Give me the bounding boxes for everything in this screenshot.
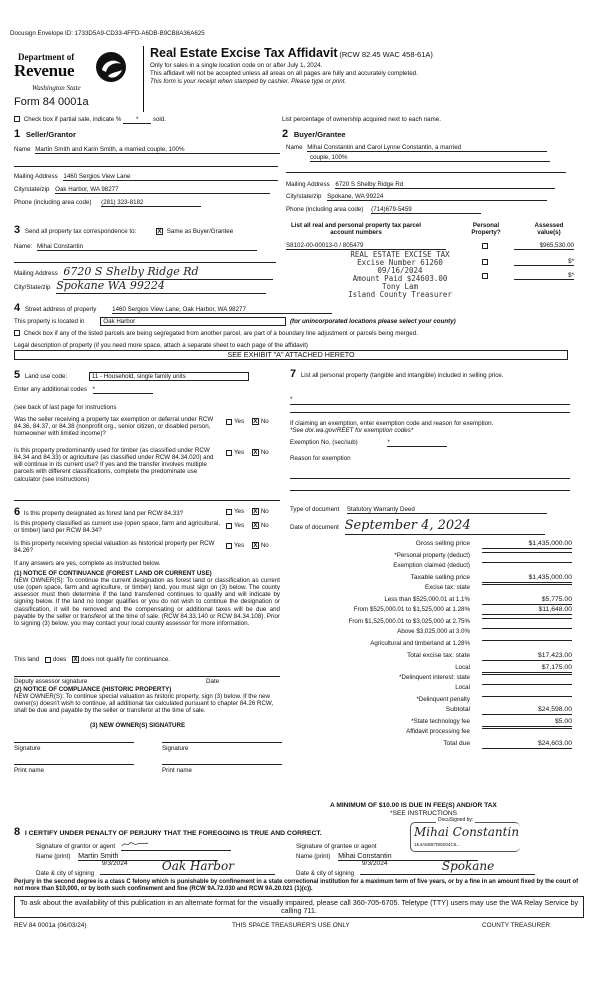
field-label: Mailing Address [14,173,58,180]
segregation-checkbox[interactable] [14,330,20,336]
exemption-number[interactable]: * [387,439,447,447]
field-label: Mailing Address [286,181,330,188]
seller-mailing[interactable]: 1460 Sergios View Lane [63,173,278,181]
dor-logo: Department of Revenue Washington State [12,44,132,112]
tax-row-label: *Delinquent penalty [416,696,470,703]
section-number: 5 [14,369,21,381]
tax-row-value[interactable] [482,618,572,619]
exemption-note: If claiming an exemption, enter exemption code and reason for exemption. [290,420,494,427]
tax-row-label: Local [455,684,470,691]
no-checkbox[interactable]: X [253,450,258,456]
print-name-line[interactable] [162,764,282,765]
personal-checkbox[interactable] [482,259,488,265]
yes-label: Yes [234,449,245,457]
field-label: Date & city of signing [36,870,95,877]
does-not-checkbox[interactable]: X [73,657,78,663]
grantor-date-city[interactable] [100,859,275,875]
personal-col-header: Personal Property? [471,222,501,237]
yes-checkbox[interactable] [226,450,232,456]
rule [290,404,570,405]
tax-row-value[interactable] [482,628,572,629]
rule [290,478,570,479]
rule [286,172,566,173]
field-label: City/State/zip [14,284,51,291]
no-checkbox[interactable]: X [253,543,258,549]
ownership-note: List percentage of ownership acquired next to each name. [282,116,441,123]
buyer-name[interactable]: Mihai Constantin and Carol Lynne Constantin, a married [307,144,547,152]
seller-city[interactable]: Oak Harbor, WA 98277 [55,186,270,194]
form-number: Form 84 0001a [14,96,89,108]
signature-label: Signature [162,745,189,752]
legal-description[interactable]: SEE EXHIBIT "A" ATTACHED HERETO [14,350,568,360]
field-label: Enter any additional codes [14,386,87,393]
grantor-signature[interactable] [121,840,231,851]
tax-row-label: *Delinquent interest: state [399,674,470,681]
section-number: 7 [290,368,297,380]
buyer-heading: Buyer/Grantee [293,130,346,139]
field-label: Phone (including area code) [286,206,364,213]
assessed-value[interactable]: $965,530.00 [514,242,574,250]
tax-row-label: Less than $525,000.01 at 1.1% [384,596,470,603]
field-label: Phone (including area code) [14,199,92,206]
notice-continuance-body: NEW OWNER(S): To continue the current designation as forest land or classification as current use (open space, farm and agriculture, or timber) land, you must sign on (3) below. The county assessor must then determine if the land transferred continues to qualify and will indicate by signing below. If the land no longer qualifies or you do not wish to continue the designation or classification, it will be removed and the compensating or additional taxes will be due and payable by the seller or transferor at the time of sale. (RCW 84.33.140 or RCW 84.34.108). Prior to signing (3) below, you may contact your local county assessor for more information. [14,577,280,627]
correspondence-city[interactable]: Spokane WA 99224 [56,280,266,294]
tax-row-value[interactable]: $5.00 [482,718,572,727]
same-as-buyer-label: Same as Buyer/Grantee [166,228,234,235]
field-label: Name [286,144,303,151]
buyer-name-cont[interactable]: couple, 100% [310,154,550,162]
tax-row-value[interactable]: $1,435,000.00 [482,574,572,583]
field-label: This property is located in [14,318,85,325]
yes-label: Yes [234,418,245,426]
yes-checkbox[interactable] [226,543,232,549]
tax-row-value[interactable]: $5,775.00 [482,596,572,605]
docusign-label: DocuSigned by: [438,817,474,823]
tax-row-label: Total excise tax: state [406,652,470,659]
same-as-buyer-checkbox[interactable]: X [157,228,162,235]
personal-property-value[interactable]: * [290,396,293,403]
tax-row-label: Local [455,664,470,671]
field-label: Name (print) [36,853,71,860]
tax-row-label: Above $3,025,000 at 3.0% [397,628,470,635]
seller-heading: Seller/Grantor [25,130,76,139]
yes-checkbox[interactable] [226,419,232,425]
field-label: Exemption No. (sec/sub) [290,439,358,446]
field-label: Mailing Address [14,270,58,277]
accessibility-notice: To ask about the availability of this publication in an alternate format for the visually impaired, please call 360-705-6705. Teletype (TTY) users may use the WA Relay Service by calling 711. [14,896,584,918]
field-label: Land use code: [24,373,68,380]
treasurer-stamp [330,251,470,300]
timber-question: Is this property predominantly used for timber (as classified under RCW 84.34 and 84.33) or agriculture (as classified under RCW 84.34.020) and will continue in its current use? If yes and the transfer involves multiple parcels with different classifications, complete the predominate use calculator (see instructions) [14,447,214,483]
partial-sale-checkbox[interactable] [14,116,20,122]
correspondence-name[interactable]: Mihai Constantin [37,243,257,251]
stamp-line: Tony Lam [381,282,419,292]
partial-percent[interactable]: * [123,116,151,124]
notice-compliance-body: NEW OWNER(S): To continue special valuation as historic property, sign (3) below. If the new owner(s) doesn't wish to continue, all additional tax calculated pursuant to chapter 84.26 RCW, shall be due and payable by the seller or transferor at the time of sale. [14,693,274,715]
revision-code: REV 84 0001a (06/03/24) [14,922,87,929]
no-label: No [260,522,269,530]
print-name-label: Print name [14,767,44,774]
seller-name[interactable]: Martin Smith and Karin Smith, a married couple, 100% [35,146,280,154]
stamp-line: REAL ESTATE EXCISE TAX [350,250,450,259]
forest-question: Is this property designated as forest land per RCW 84.33? [23,510,184,517]
tax-row-value[interactable]: $24,598.00 [482,706,572,715]
tax-row-value[interactable] [482,728,572,729]
tax-row-label: From $1,525,000.01 to $3,025,000 at 2.75% [348,618,470,625]
tax-row-value[interactable] [482,640,572,641]
field-label: Name: [14,243,33,250]
reason-label: Reason for exemption [290,455,351,462]
tax-row-value[interactable]: $7,175.00 [482,664,572,673]
tax-row-value[interactable] [482,684,572,685]
field-label: City/state/zip [286,193,322,200]
yes-label: Yes [234,522,245,530]
rule [14,676,280,677]
section-number: 4 [14,302,21,314]
grantee-date: 9/3/2024 [361,860,388,867]
swirl-logo-icon [94,50,128,84]
field-label: Name (print) [296,853,331,860]
stamp-line: 09/16/2024 [377,266,423,276]
section-number: 2 [282,128,289,140]
exemption-question: Was the seller receiving a property tax exemption or deferral under RCW 84.36, 84.37, or 84.38 (nonprofit org., senior citizen, or disabled person, homeowner with limited income)? [14,416,214,438]
no-checkbox[interactable]: X [253,523,258,529]
grantor-signature-mark [121,840,149,848]
does-checkbox[interactable] [45,657,51,663]
tax-row-value[interactable] [482,674,572,675]
personal-checkbox[interactable] [482,243,488,249]
tax-row-value[interactable] [482,696,572,697]
envelope-id: Docusign Envelope ID: 1733D5A9-CD33-4FFD-A6DB-B9CB8A36A625 [10,30,205,37]
tax-row-label: Total due [443,740,470,747]
tax-row-label: Agricultural and timberland at 1.28% [370,640,470,647]
field-label: City/state/zip [14,186,50,193]
section-number: 6 [14,506,21,518]
no-label: No [260,542,269,550]
rule [290,490,570,491]
tax-row-value[interactable] [482,552,572,553]
historic-question: Is this property receiving special valuation as historical property per RCW 84.26? [14,540,215,555]
buyer-mailing[interactable]: 6720 S Shelby Ridge Rd [335,181,555,189]
tax-row-label: From $525,000.01 to $1,525,000 at 1.28% [353,606,470,613]
county-treasurer-label: COUNTY TREASURER [482,922,550,929]
tax-row-label: *Personal property (deduct) [394,552,470,559]
no-checkbox[interactable]: X [253,509,258,515]
stamp-line: Island County Treasurer [348,290,452,300]
no-label: No [260,418,269,426]
personal-property-label: List all personal property (tangible and intangible) included in selling price. [300,372,504,379]
buyer-phone[interactable]: (714)679-5459 [371,206,481,214]
rule [290,412,570,413]
personal-checkbox[interactable] [482,273,488,279]
no-checkbox[interactable]: X [253,419,258,425]
tax-row-value[interactable] [482,584,572,585]
form-title: Real Estate Excise Tax Affidavit [150,46,338,60]
treasurer-use-label: THIS SPACE TREASURER'S USE ONLY [232,922,350,929]
header-note: Only for sales in a single location code on or after July 1, 2024. [150,62,323,69]
field-label: This land [14,656,40,664]
segregation-label: Check box if any of the listed parcels are being segregated from another parcel, are part of a boundary line adjustment or parcels being merged. [23,330,418,337]
header-note: This form is your receipt when stamped by cashier. Please type or print. [150,78,347,85]
new-owner-signature-title: (3) NEW OWNER(S) SIGNATURE [90,722,186,729]
assessed-col-header: Assessed value(s) [534,222,564,237]
tax-row-label: Excise tax: state [424,584,470,591]
no-label: No [260,508,269,516]
tax-row-value[interactable]: $17,423.00 [482,652,572,661]
field-label: Date & city of signing [296,870,355,877]
tax-row-label: Gross selling price [415,540,470,547]
notice-continuance-title: (1) NOTICE OF CONTINUANCE (FOREST LAND OR CURRENT USE) [14,570,212,577]
field-label: Signature of grantee or agent [296,843,377,850]
tax-row-label: Taxable selling price [410,574,470,581]
field-label: Date of document [290,524,339,531]
grantee-city: Spokane [441,859,495,873]
assessed-value[interactable]: $* [514,258,574,266]
does-label: does [52,656,67,664]
header-note: This affidavit will not be accepted unless all areas on all pages are fully and accurately completed. [150,70,418,77]
yes-checkbox[interactable] [226,523,232,529]
current-use-question: Is this property classified as current use (open space, farm and agricultural, or timber) land per RCW 84.34? [14,520,221,535]
field-label: Type of document [290,506,340,513]
yes-label: Yes [234,542,245,550]
perjury-notice: Perjury in the second degree is a class C felony which is punishable by confinement in a state correctional institution for a maximum term of five years, or by a fine in an amount fixed by the court of not more than $10,000, or by both such confinement and fine (RCW 9A.72.030 and RCW 9A.20.021 (1)(c)). [14,879,579,892]
property-street[interactable]: 1460 Sergios View Lane, Oak Harbor, WA 98277 [112,306,332,314]
tax-row-value[interactable] [482,562,572,563]
minimum-due-note: A MINIMUM OF $10.00 IS DUE IN FEE(S) AND/OR TAX [330,802,497,809]
document-date[interactable]: September 4, 2024 [345,519,545,535]
header-divider [143,46,144,112]
parcel-number[interactable]: S8102-00-00013-0 / 805479 [286,242,446,250]
location-select[interactable]: Oak Harbor [100,317,286,326]
yes-checkbox[interactable] [226,509,232,515]
field-label: Street address of property [24,306,97,313]
print-name-label: Print name [162,767,192,774]
grantor-date: 9/3/2024 [101,860,128,867]
print-name-line[interactable] [14,764,134,765]
tax-row-label: Subtotal [445,706,470,713]
section-number: 1 [14,128,21,140]
buyer-city[interactable]: Spokane, WA 99224 [327,193,547,201]
location-note: (for unincorporated locations please select your county) [289,318,456,325]
tax-row-label: Exemption claimed (deduct) [393,562,470,569]
tax-row-label: *State technology fee [411,718,470,725]
signature-line[interactable] [14,742,134,743]
no-label: No [260,449,269,457]
if-yes-note: If any answers are yes, complete as instructed below. [14,560,161,567]
signature-line[interactable] [162,742,282,743]
legal-description-label: Legal description of property (if you need more space, attach a separate sheet to each page of the affidavit) [14,342,308,349]
rule [14,166,278,167]
certification-statement: I CERTIFY UNDER PENALTY OF PERJURY THAT THE FOREGOING IS TRUE AND CORRECT. [24,830,322,837]
docusign-id: 1E4A60B7DEE04C6... [414,842,461,847]
deputy-date-label: Date [206,678,220,685]
notice-compliance-title: (2) NOTICE OF COMPLIANCE (HISTORIC PROPERTY) [14,686,172,693]
tax-row-value[interactable]: $11,648.00 [482,606,572,615]
field-label: Signature of grantor or agent [36,843,116,850]
section-number: 8 [14,826,21,838]
tax-row-value[interactable]: $1,435,000.00 [482,540,572,549]
see-instructions-note: *SEE INSTRUCTIONS [390,810,458,817]
correspondence-label: Send all property tax correspondence to: [24,228,137,235]
deputy-signature-label: Deputy assessor signature [14,678,88,685]
field-label: Name [14,146,31,153]
land-use-select[interactable]: 11 - Household, single family units [89,372,249,381]
grantor-print-name[interactable]: Martin Smith [78,852,218,861]
document-type[interactable]: Statutory Warranty Deed [347,506,547,514]
stamp-line: Amount Paid $24603.00 [352,274,448,284]
grantee-date-city[interactable] [360,859,535,875]
instructions-note: (see back of last page for instructions [14,404,117,411]
yes-label: Yes [234,508,245,516]
stamp-line: Excise Number 61260 [357,258,443,268]
exemption-link[interactable]: *See dor.wa.gov/REET for exemption codes* [290,427,414,434]
assessed-value[interactable]: $* [514,272,574,280]
partial-sale-label: Check box if partial sale, indicate % [23,116,122,123]
grantor-city: Oak Harbor [161,859,234,873]
grantee-print-name[interactable]: Mihai Constantin [338,852,478,861]
partial-sold-label: sold. [152,116,166,123]
signature-label: Signature [14,745,41,752]
grantee-signature[interactable]: Mihai Constantin [414,825,520,839]
additional-codes[interactable]: * [93,386,153,394]
parcel-col-header: List all real and personal property tax parcel account numbers [291,222,421,237]
rule [14,500,280,501]
section-number: 3 [14,224,21,236]
tax-row-value[interactable]: $24,603.00 [482,740,572,749]
correspondence-mailing[interactable]: 6720 S Shelby Ridge Rd [63,266,273,280]
rule [14,262,276,263]
tax-row-label: Affidavit processing fee [406,728,470,735]
form-title-ref: (RCW 82.45 WAC 458-61A) [339,50,433,59]
seller-phone[interactable]: (281) 323-8182 [101,199,201,207]
does-not-label: does not qualify for continuance. [81,656,171,664]
